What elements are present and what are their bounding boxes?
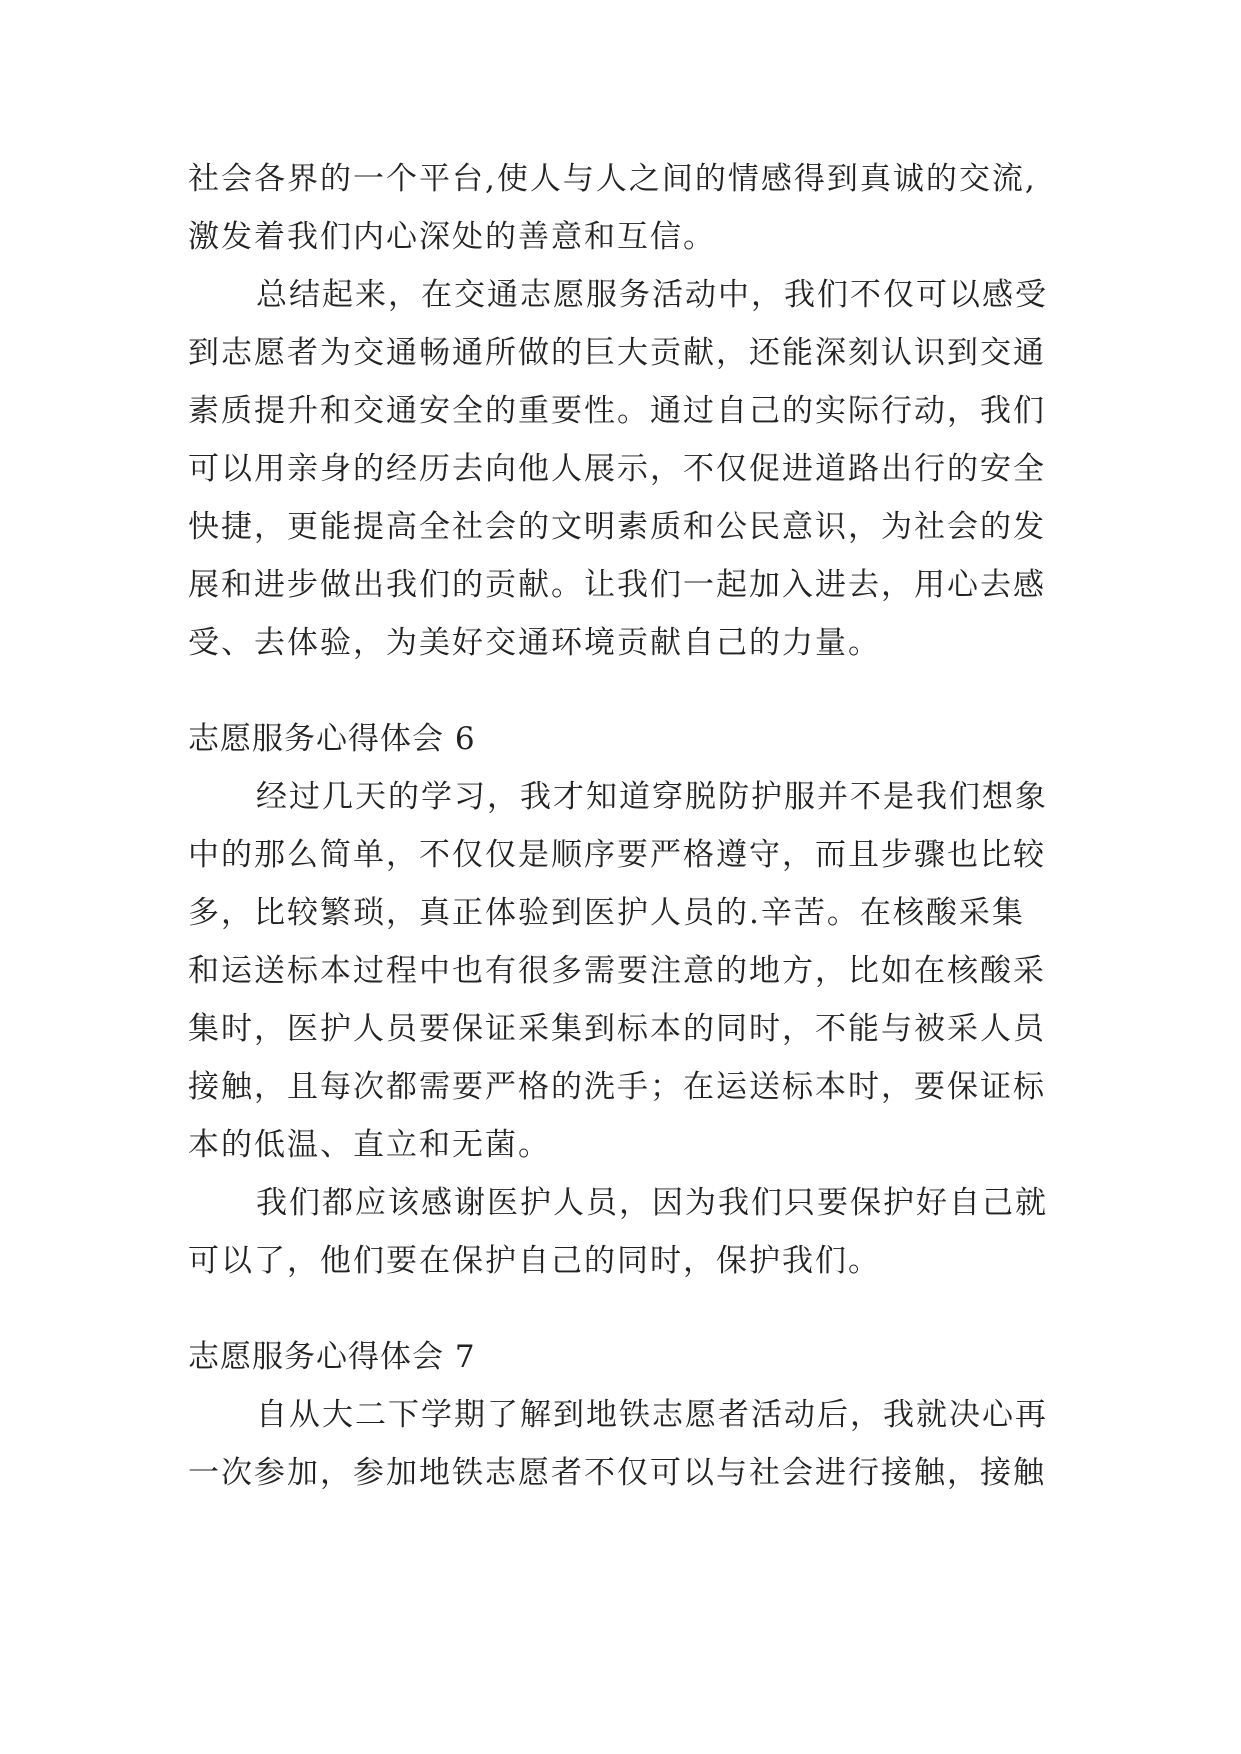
paragraph	[188, 768, 1088, 1174]
text-line: 总结起来，在交通志愿服务活动中，我们不仅可以感受	[256, 277, 1048, 313]
text-line: 经过几天的学习，我才知道穿脱防护服并不是我们想象	[256, 779, 1048, 815]
section-heading: 志愿服务心得体会 6	[188, 721, 476, 757]
text-line: 本的低温、直立和无菌。	[188, 1127, 551, 1163]
text-line: 和运送标本过程中也有很多需要注意的地方，比如在核酸采	[188, 953, 1046, 989]
text-line: 可以了，他们要在保护自己的同时，保护我们。	[188, 1243, 881, 1279]
text-line: 到志愿者为交通畅通所做的巨大贡献，还能深刻认识到交通	[188, 335, 1046, 371]
section-heading: 志愿服务心得体会 7	[188, 1339, 476, 1375]
text-line: 可以用亲身的经历去向他人展示，不仅促进道路出行的安全	[188, 451, 1046, 487]
text-line: 中的那么简单，不仅仅是顺序要严格遵守，而且步骤也比较	[188, 837, 1046, 873]
text-line: 展和进步做出我们的贡献。让我们一起加入进去，用心去感	[188, 567, 1046, 603]
text-line: 一次参加，参加地铁志愿者不仅可以与社会进行接触，接触	[188, 1455, 1046, 1491]
text-line: 社会各界的一个平台,使人与人之间的情感得到真诚的交流,	[188, 161, 1037, 197]
paragraph	[188, 1174, 1088, 1290]
document-body	[188, 150, 1088, 1502]
text-line: 自从大二下学期了解到地铁志愿者活动后，我就决心再	[256, 1397, 1048, 1433]
text-line: 快捷，更能提高全社会的文明素质和公民意识，为社会的发	[188, 509, 1046, 545]
paragraph	[188, 266, 1088, 672]
paragraph	[188, 150, 1088, 266]
paragraph	[188, 1386, 1088, 1502]
text-line: 接触，且每次都需要严格的洗手；在运送标本时，要保证标	[188, 1069, 1046, 1105]
text-line: 激发着我们内心深处的善意和互信。	[188, 219, 716, 255]
text-line: 集时，医护人员要保证采集到标本的同时，不能与被采人员	[188, 1011, 1046, 1047]
text-line: 我们都应该感谢医护人员，因为我们只要保护好自己就	[256, 1185, 1048, 1221]
text-line: 受、去体验，为美好交通环境贡献自己的力量。	[188, 625, 881, 661]
text-line: 素质提升和交通安全的重要性。通过自己的实际行动，我们	[188, 393, 1046, 429]
text-line: 多，比较繁琐，真正体验到医护人员的.辛苦。在核酸采集	[188, 895, 1025, 931]
